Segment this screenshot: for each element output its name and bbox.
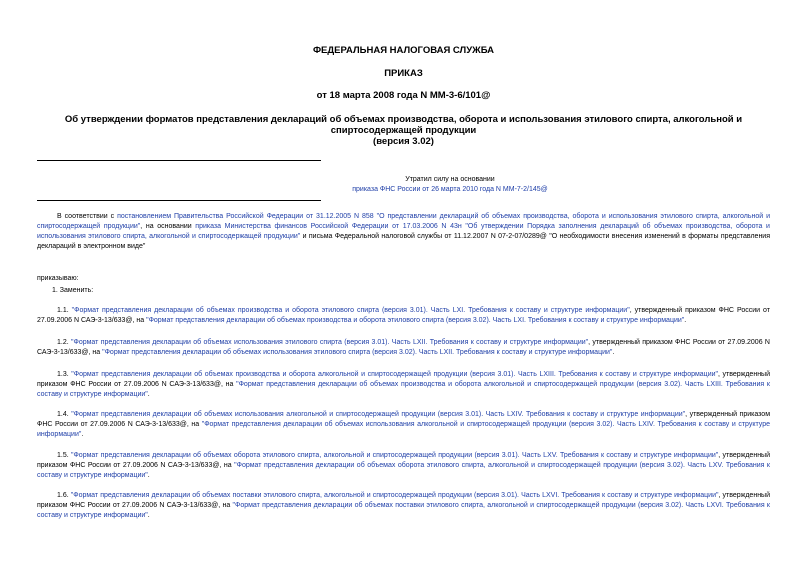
intro-text-3: и письма Федеральной налоговой службы от 11.12.2007 N 07-2-07/0289@ "О необходимости внесения изменений в форматы представления деклараций в электронном виде" bbox=[37, 233, 771, 250]
item-new-format-link[interactable]: "Формат представления декларации об объемах поставки этилового спирта, алкогольной и спиртосодержащей продукции (версия 3.02). Часть LXVI. Требования к составу и структуре информации" bbox=[37, 502, 770, 519]
item-end: . bbox=[147, 512, 150, 519]
divider-bottom bbox=[37, 200, 321, 201]
item-new-format-link[interactable]: "Формат представления декларации об объемах оборота этилового спирта, алкогольной и спиртосодержащей продукции (версия 3.02). Часть LXV. Требования к составу и структуре информации" bbox=[37, 462, 770, 479]
intro-paragraph bbox=[37, 212, 770, 252]
item-text: , утвержденный приказом ФНС России от 27.09.2006 N САЭ-3-13/633@, на bbox=[37, 339, 770, 356]
document-title bbox=[30, 114, 777, 147]
item-text: , утвержденный приказом ФНС России от 27.09.2006 N САЭ-3-13/633@, на bbox=[37, 452, 770, 469]
document-kind: ПРИКАЗ bbox=[384, 68, 423, 79]
intro-text-1: В соответствии с bbox=[57, 213, 118, 220]
item-text: , утвержденный приказом ФНС России от 27.09.2006 N САЭ-3-13/633@, на bbox=[37, 411, 771, 428]
item-1-1 bbox=[37, 306, 770, 326]
item-end: . bbox=[684, 317, 687, 324]
item-number: 1.5. bbox=[57, 452, 71, 459]
item-old-format-link[interactable]: "Формат представления декларации об объемах использования алкогольной и спиртосодержащей продукции (версия 3.01). Часть LXIV. Требования к составу и структуре информации" bbox=[71, 411, 686, 418]
item-old-format-link[interactable]: "Формат представления декларации об объемах производства и оборота алкогольной и спиртосодержащей продукции (версия 3.01). Часть LXIII. Требования к составу и структуре информации" bbox=[71, 371, 718, 378]
item-number: 1.6. bbox=[57, 492, 71, 499]
item-1: 1. Заменить: bbox=[52, 287, 94, 294]
lost-force-note: Утратил силу на основании bbox=[405, 176, 495, 183]
item-old-format-link[interactable]: "Формат представления декларации об объемах поставки этилового спирта, алкогольной и спиртосодержащей продукции (версия 3.01). Часть LXVI. Требования к составу и структуре информации" bbox=[70, 492, 719, 499]
item-1-3 bbox=[37, 370, 770, 400]
item-1-6 bbox=[37, 491, 770, 521]
item-old-format-link[interactable]: "Формат представления декларации об объемах использования этилового спирта (версия 3.01). Часть LXII. Требования к составу и структуре информации" bbox=[71, 339, 589, 346]
item-end: . bbox=[147, 472, 150, 479]
item-number: 1.3. bbox=[57, 371, 72, 378]
item-number: 1.1. bbox=[57, 307, 72, 314]
intro-link-decree[interactable]: постановлением Правительства Российской Федерации от 31.12.2005 N 858 "О представлении деклараций об объемах производства, оборота и использования этилового спирта, алкогольной и спиртосодержащей продукции" bbox=[37, 213, 771, 230]
item-1-5 bbox=[37, 451, 770, 481]
item-new-format-link[interactable]: "Формат представления декларации об объемах производства и оборота алкогольной и спиртосодержащей продукции (версия 3.02). Часть LXIII. Требования к составу и структуре информации" bbox=[37, 381, 770, 398]
item-number: 1.4. bbox=[57, 411, 72, 418]
item-old-format-link[interactable]: "Формат представления декларации об объемах производства и оборота этилового спирта (версия 3.01). Часть LXI. Требования к составу и структуре информации" bbox=[71, 307, 630, 314]
intro-link-minfin-order[interactable]: приказа Министерства финансов Российской Федерации от 17.03.2006 N 43н "Об утверждении Порядка заполнения деклараций об объемах производства, оборота и использования этилового спирта, алкогольной и спиртосодержащей продукции" bbox=[37, 223, 770, 240]
divider-top bbox=[37, 160, 321, 161]
title-version: (версия 3.02) bbox=[373, 136, 434, 147]
document-date: от 18 марта 2008 года N ММ-3-6/101@ bbox=[316, 90, 491, 101]
title-text: Об утверждении форматов представления деклараций об объемах производства, оборота и использования этилового спирта, алкогольной и спиртосодержащей продукции bbox=[64, 114, 743, 136]
item-text: , утвержденный приказом ФНС России от 27.09.2006 N САЭ-3-13/633@, на bbox=[37, 492, 770, 509]
item-text: , утвержденный приказом ФНС России от 27.09.2006 N САЭ-3-13/633@, на bbox=[37, 307, 770, 324]
item-new-format-link[interactable]: "Формат представления декларации об объемах использования алкогольной и спиртосодержащей продукции (версия 3.02). Часть LXIV. Требования к составу и структуре информации" bbox=[37, 421, 770, 438]
item-new-format-link[interactable]: "Формат представления декларации об объемах производства и оборота этилового спирта (версия 3.02). Часть LXI. Требования к составу и структуре информации" bbox=[146, 317, 685, 324]
item-1-4 bbox=[37, 410, 770, 440]
item-end: . bbox=[81, 431, 84, 438]
item-number: 1.2. bbox=[57, 339, 72, 346]
item-end: . bbox=[147, 391, 150, 398]
lost-force-link-line bbox=[250, 186, 650, 193]
item-old-format-link[interactable]: "Формат представления декларации об объемах оборота этилового спирта, алкогольной и спиртосодержащей продукции (версия 3.01). Часть LXV. Требования к составу и структуре информации" bbox=[71, 452, 719, 459]
intro-text-2: , на основании bbox=[140, 223, 196, 230]
lost-force-link[interactable]: приказа ФНС России от 26 марта 2010 года N ММ-7-2/145@ bbox=[352, 186, 548, 193]
order-word: приказываю: bbox=[37, 275, 79, 282]
item-1-2 bbox=[37, 338, 770, 358]
item-text: , утвержденный приказом ФНС России от 27.09.2006 N САЭ-3-13/633@, на bbox=[37, 371, 771, 388]
org-name: ФЕДЕРАЛЬНАЯ НАЛОГОВАЯ СЛУЖБА bbox=[312, 45, 495, 56]
item-end: . bbox=[612, 349, 615, 356]
item-new-format-link[interactable]: "Формат представления декларации об объемах использования этилового спирта (версия 3.02). Часть LXII. Требования к составу и структуре информации" bbox=[102, 349, 613, 356]
